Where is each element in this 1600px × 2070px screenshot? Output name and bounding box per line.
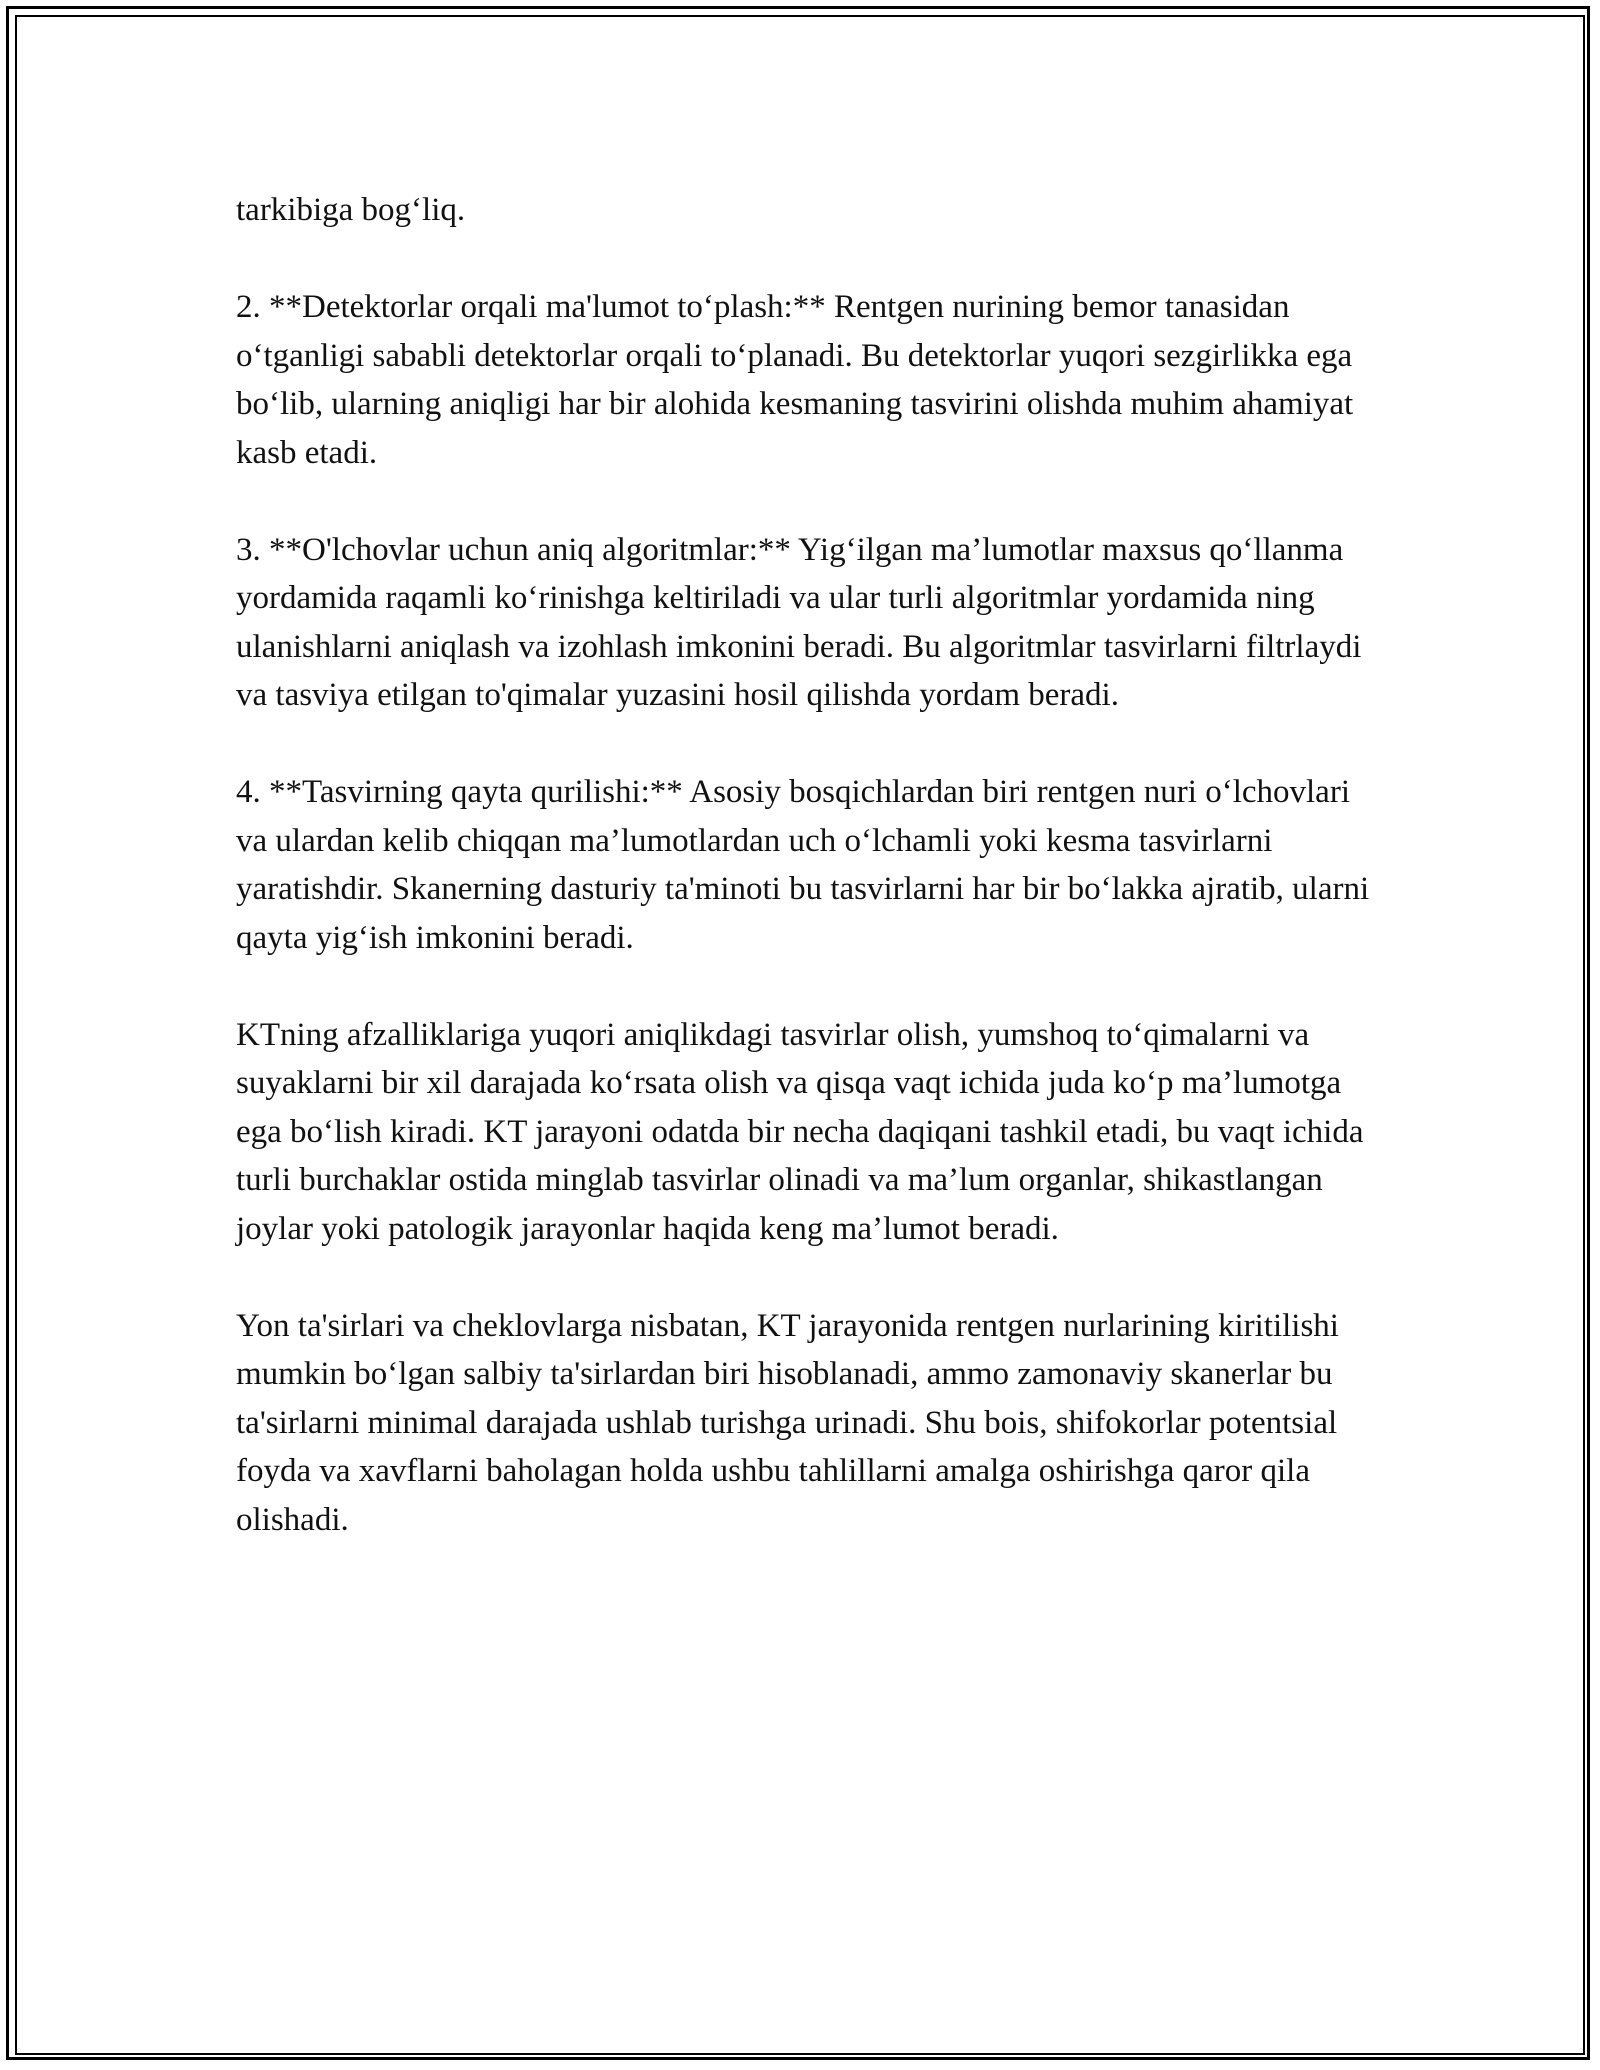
- document-body: [236, 186, 1386, 1593]
- paragraph-continuation: tarkibiga bog‘liq.: [236, 192, 466, 228]
- paragraph-item-4: 4. **Tasvirning qayta qurilishi:** Asosiy bosqichlardan biri rentgen nuri o‘lchovlari va ulardan kelib chiqqan ma’lumotlardan uch o‘lchamli yoki kesma tasvirlarni yaratishdir. Skanerning dasturiy ta'minoti bu tasvirlarni har bir bo‘lakka ajratib, ularni qayta yig‘ish imkonini beradi.: [236, 774, 1370, 956]
- paragraph-item-3: 3. **O'lchovlar uchun aniq algoritmlar:** Yig‘ilgan ma’lumotlar maxsus qo‘llanma yordamida raqamli ko‘rinishga keltiriladi va ular turli algoritmlar yordamida ning ulanishlarni aniqlash va izohlash imkonini beradi. Bu algoritmlar tasvirlarni filtrlaydi va tasviya etilgan to'qimalar yuzasini hosil qilishda yordam beradi.: [236, 531, 1362, 713]
- paragraph-side-effects: Yon ta'sirlari va cheklovlarga nisbatan, KT jarayonida rentgen nurlarining kiritilishi mumkin bo‘lgan salbiy ta'sirlardan biri hisoblanadi, ammo zamonaviy skanerlar bu ta'sirlarni minimal darajada ushlab turishga urinadi. Shu bois, shifokorlar potentsial foyda va xavflarni baholagan holda ushbu tahlillarni amalga oshirishga qaror qila olishadi.: [236, 1307, 1339, 1538]
- paragraph-item-2: 2. **Detektorlar orqali ma'lumot to‘plash:** Rentgen nurining bemor tanasidan o‘tganligi sababli detektorlar orqali to‘planadi. Bu detektorlar yuqori sezgirlikka ega bo‘lib, ularning aniqligi har bir alohida kesmaning tasvirini olishda muhim ahamiyat kasb etadi.: [236, 289, 1354, 471]
- paragraph-advantages: KTning afzalliklariga yuqori aniqlikdagi tasvirlar olish, yumshoq to‘qimalarni va suyaklarni bir xil darajada ko‘rsata olish va qisqa vaqt ichida juda ko‘p ma’lumotga ega bo‘lish kiradi. KT jarayoni odatda bir necha daqiqani tashkil etadi, bu vaqt ichida turli burchaklar ostida minglab tasvirlar olinadi va ma’lum organlar, shikastlangan joylar yoki patologik jarayonlar haqida keng ma’lumot beradi.: [236, 1016, 1364, 1247]
